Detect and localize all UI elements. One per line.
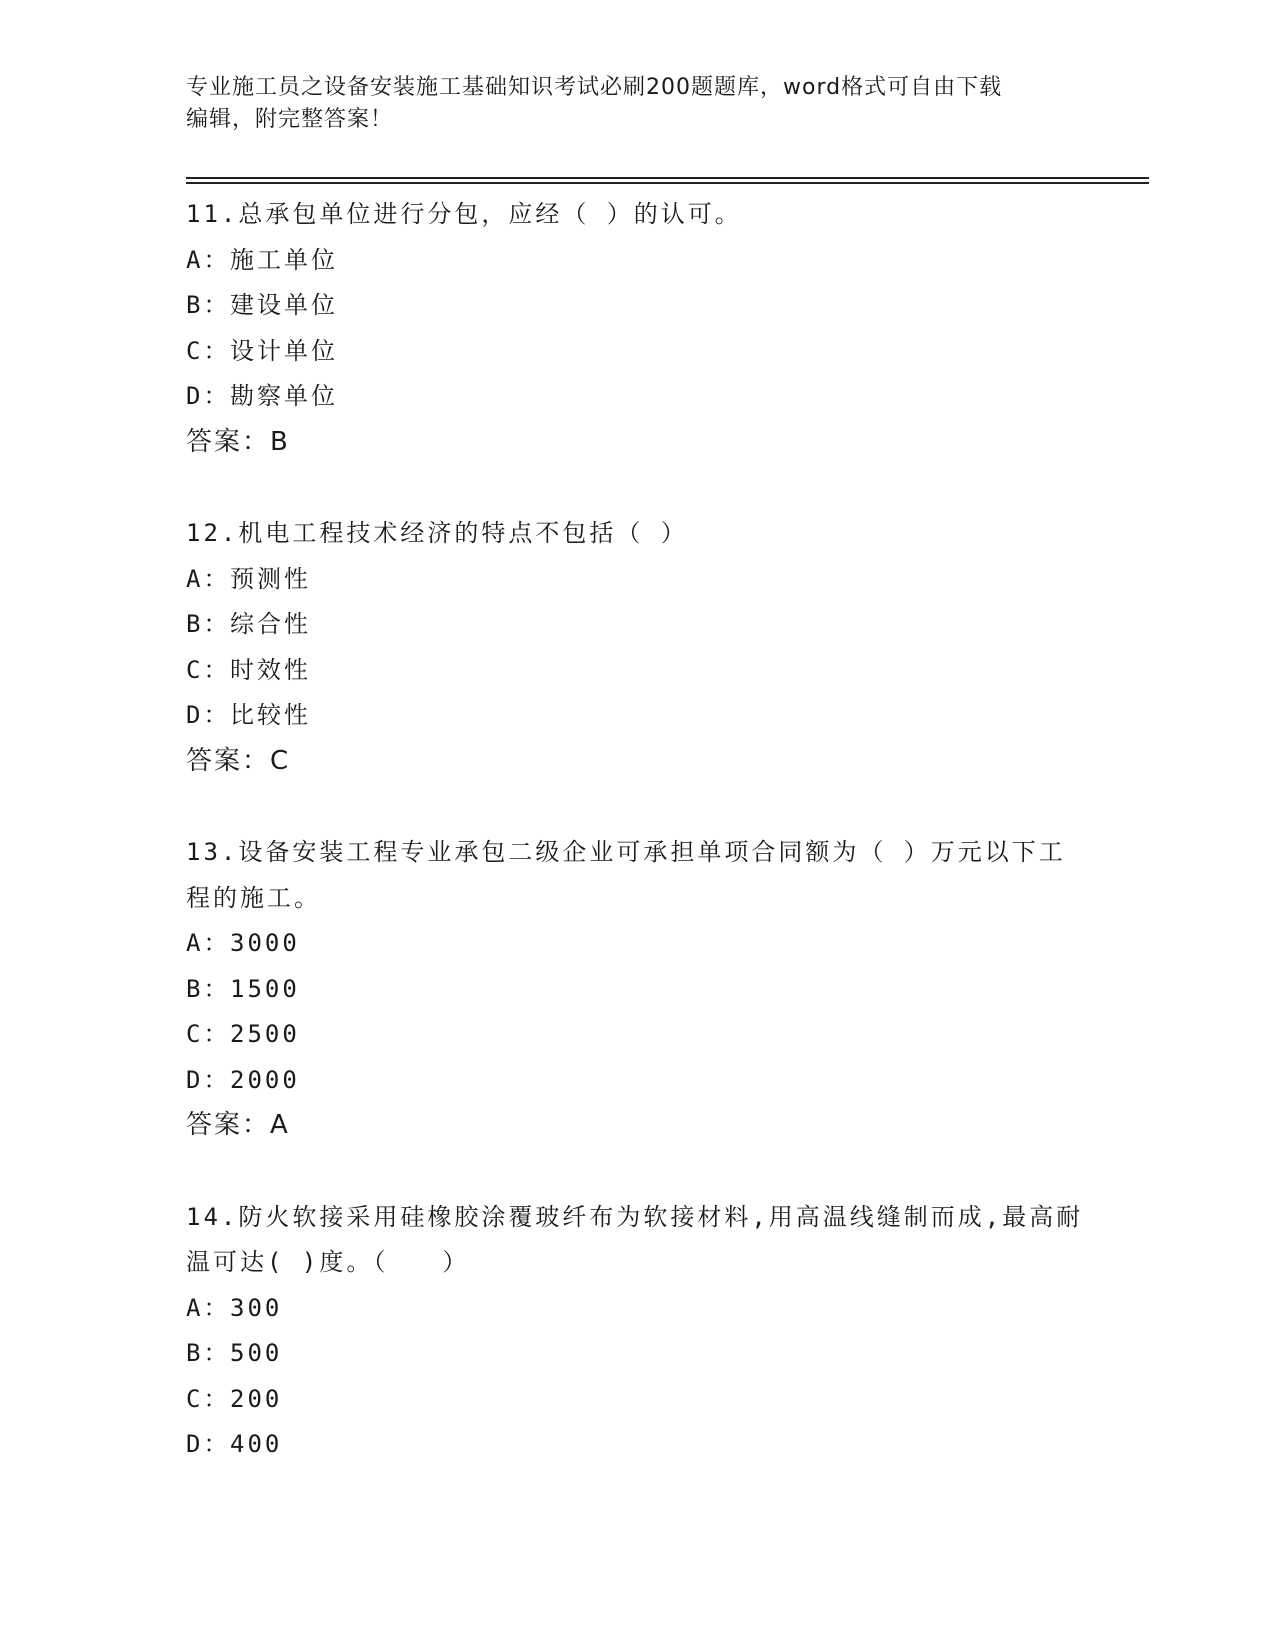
- option-a: [186, 921, 1086, 967]
- option-text: 500: [230, 1339, 283, 1367]
- option-text: 预测性: [230, 564, 311, 593]
- option-letter: A：: [186, 245, 231, 274]
- option-b: [186, 967, 1086, 1013]
- option-b: [186, 602, 1086, 648]
- header-divider-bottom: [186, 182, 1149, 184]
- answer-label: 答案：B: [186, 426, 290, 457]
- option-text: 400: [230, 1430, 283, 1458]
- document-header: [186, 72, 1066, 136]
- question-item: [186, 1195, 1086, 1468]
- option-text: 1500: [230, 974, 300, 1003]
- option-letter: C：: [186, 336, 231, 365]
- answer-label: 答案：A: [186, 1110, 290, 1140]
- option-letter: A：: [186, 929, 231, 957]
- option-text: 3000: [230, 929, 300, 957]
- answer-label: 答案：C: [186, 745, 291, 776]
- question-text: 13.设备安装工程专业承包二级企业可承担单项合同额为（ ）万元以下工程的施工。: [186, 838, 1066, 912]
- option-c: [186, 1377, 1086, 1423]
- option-a: [186, 1286, 1086, 1332]
- option-text: 比较性: [230, 701, 311, 729]
- question-item: [186, 511, 1086, 784]
- option-letter: D：: [186, 382, 231, 410]
- question-text: 12.机电工程技术经济的特点不包括（ ）: [186, 519, 688, 547]
- question-item: [186, 192, 1086, 465]
- option-text: 200: [230, 1384, 283, 1413]
- option-a: [186, 238, 1086, 284]
- option-text: 施工单位: [230, 245, 338, 274]
- option-text: 建设单位: [230, 291, 338, 319]
- question-text: 11.总承包单位进行分包，应经（ ）的认可。: [186, 200, 742, 228]
- option-d: [186, 1422, 1086, 1468]
- option-letter: D：: [186, 701, 231, 729]
- option-letter: D：: [186, 1430, 231, 1458]
- option-text: 设计单位: [230, 336, 338, 365]
- option-text: 300: [230, 1293, 283, 1322]
- option-b: [186, 1331, 1086, 1377]
- option-d: [186, 693, 1086, 739]
- option-text: 综合性: [230, 610, 311, 638]
- question-item: [186, 830, 1086, 1149]
- option-letter: B：: [186, 974, 231, 1003]
- option-d: [186, 374, 1086, 420]
- question-text: 14.防火软接采用硅橡胶涂覆玻纤布为软接材料,用高温线缝制而成,最高耐温可达( )度。（ ）: [186, 1202, 1084, 1276]
- header-line-1: 专业施工员之设备安装施工基础知识考试必刷200题题库，word格式可自由下载: [186, 75, 1003, 100]
- option-text: 时效性: [230, 655, 311, 684]
- option-text: 勘察单位: [230, 382, 338, 410]
- option-letter: B：: [186, 610, 231, 638]
- option-letter: A：: [186, 564, 231, 593]
- option-letter: D：: [186, 1065, 231, 1094]
- option-a: [186, 557, 1086, 603]
- header-divider-top: [186, 177, 1149, 179]
- question-list: [186, 192, 1086, 1514]
- option-c: [186, 648, 1086, 694]
- option-b: [186, 283, 1086, 329]
- option-letter: B：: [186, 1339, 231, 1367]
- option-letter: C：: [186, 655, 231, 684]
- header-line-2: 编辑，附完整答案！: [186, 107, 394, 132]
- option-text: 2500: [230, 1020, 300, 1048]
- option-letter: C：: [186, 1384, 231, 1413]
- option-c: [186, 1012, 1086, 1058]
- option-d: [186, 1058, 1086, 1104]
- option-c: [186, 329, 1086, 375]
- option-letter: A：: [186, 1293, 231, 1322]
- option-text: 2000: [230, 1065, 300, 1094]
- option-letter: B：: [186, 291, 231, 319]
- option-letter: C：: [186, 1020, 231, 1048]
